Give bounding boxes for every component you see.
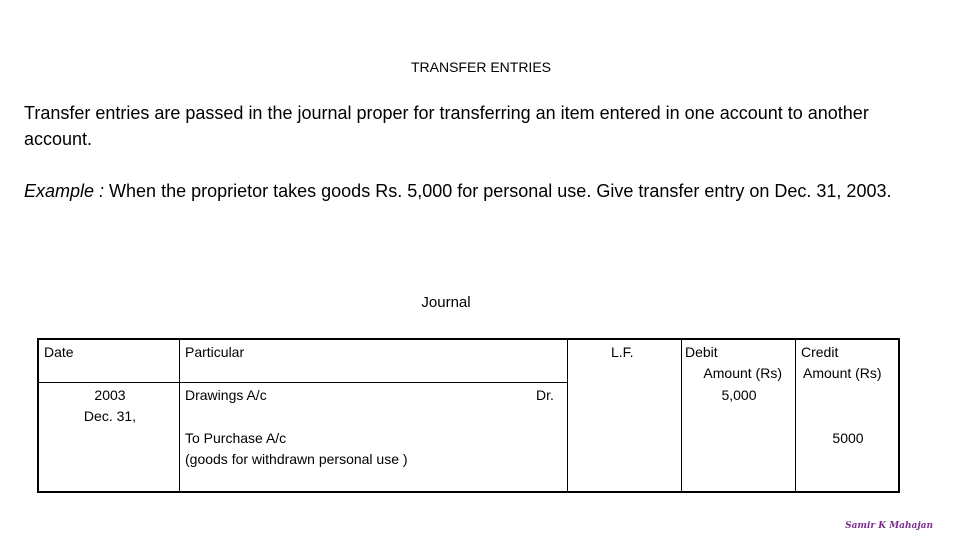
- definition-paragraph: Transfer entries are passed in the journal proper for transferring an item entered in one account to another account.: [24, 103, 869, 149]
- header-date: Date: [44, 344, 74, 360]
- example-paragraph: [24, 178, 934, 204]
- entry-narration: (goods for withdrawn personal use ): [185, 451, 408, 467]
- header-divider-particular: [181, 382, 568, 383]
- header-lf: L.F.: [611, 344, 634, 360]
- header-particular: Particular: [185, 344, 245, 360]
- author-signature: Samir K Mahajan: [845, 521, 933, 531]
- header-credit-line1: Credit: [801, 344, 839, 360]
- entry-year: 2003: [94, 387, 126, 403]
- slide-title: TRANSFER ENTRIES: [410, 59, 551, 75]
- header-debit-line1: Debit: [685, 344, 718, 360]
- example-label: Example :: [24, 181, 105, 201]
- column-divider-debit: [795, 340, 796, 491]
- entry-credit-account: To Purchase A/c: [185, 430, 287, 446]
- header-credit: [799, 342, 899, 384]
- header-credit-line2: Amount (Rs): [803, 365, 882, 381]
- entry-credit-amount: 5000: [832, 430, 864, 446]
- entry-date: Dec. 31,: [83, 408, 137, 424]
- entry-dr-marker: Dr.: [536, 387, 554, 403]
- example-text: When the proprietor takes goods Rs. 5,000 for personal use. Give transfer entry on Dec. 31, 2003.: [104, 181, 892, 201]
- journal-table: [37, 338, 900, 493]
- header-debit: [682, 342, 782, 384]
- column-divider-particular: [567, 340, 568, 491]
- entry-debit-account: Drawings A/c: [185, 387, 267, 403]
- entry-debit-amount: 5,000: [721, 387, 757, 403]
- journal-title: Journal: [421, 294, 471, 311]
- header-debit-line2: Amount (Rs): [703, 365, 782, 381]
- header-divider-date: [39, 382, 181, 383]
